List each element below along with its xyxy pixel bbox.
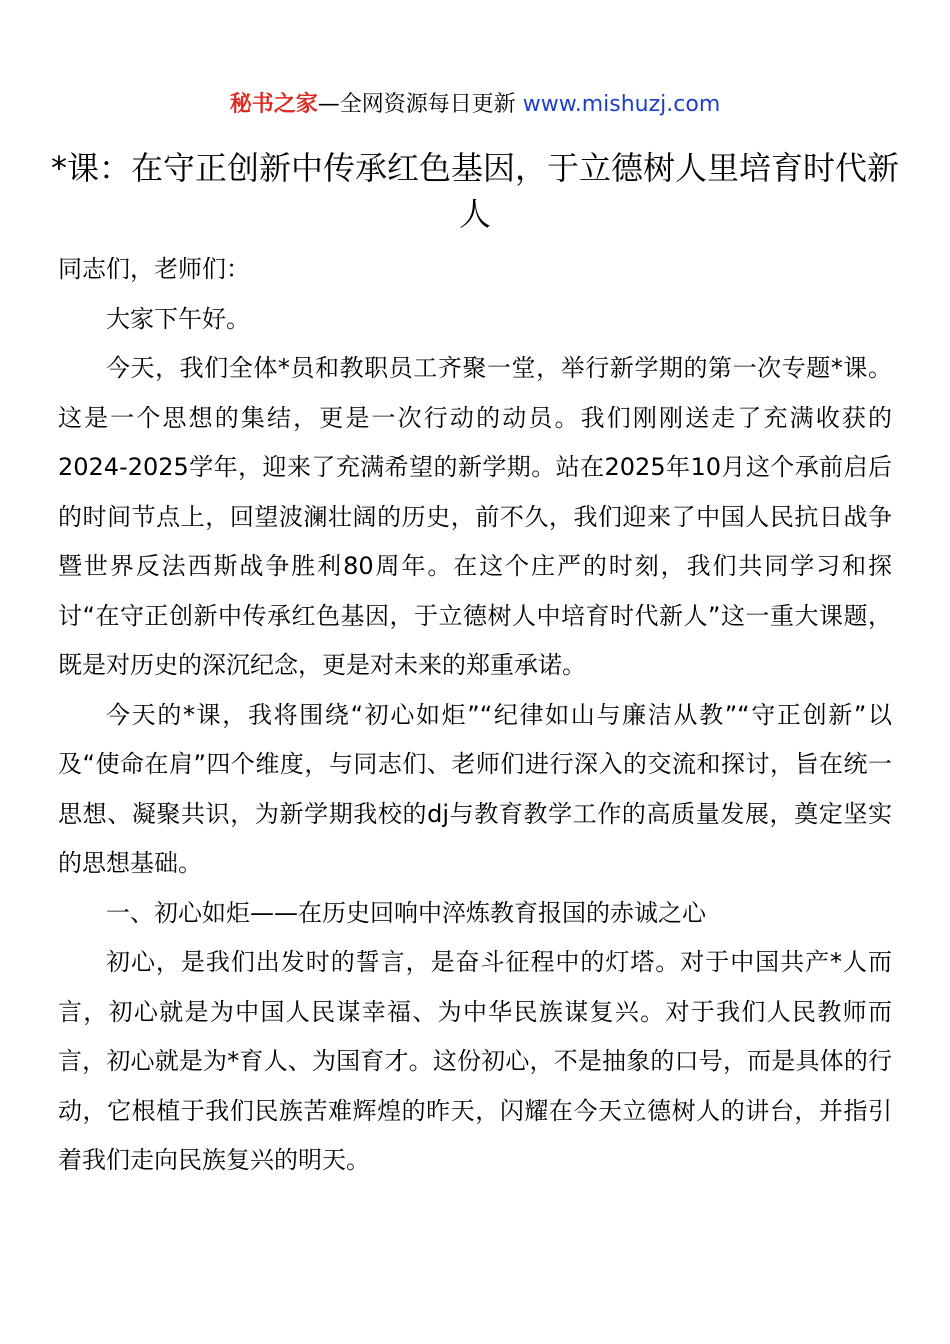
outline-paragraph: 今天的*课，我将围绕“初心如炬”“纪律如山与廉洁从教”“守正创新”以及“使命在肩”四个维度，与同志们、老师们进行深入的交流和探讨，旨在统一思想、凝聚共识，为新学期我校的dj与教育教学工作的高质量发展，奠定坚实的思想基础。 [58,700,892,877]
greeting-paragraph: 大家下午好。 [106,304,250,333]
site-tagline: —全网资源每日更新 [317,92,523,117]
document-body [58,245,892,1186]
salutation: 同志们，老师们： [58,255,250,283]
section-heading: 一、初心如炬——在历史回响中淬炼教育报国的赤诚之心 [106,898,706,927]
site-url-link[interactable]: www.mishuzj.com [522,92,721,117]
intro-paragraph: 今天，我们全体*员和教职员工齐聚一堂，举行新学期的第一次专题*课。这是一个思想的集结，更是一次行动的动员。我们刚刚送走了充满收获的2024-2025学年，迎来了充满希望的新学期。站在2025年10月这个承前启后的时间节点上，回望波澜壮阔的历史，前不久，我们迎来了中国人民抗日战争暨世界反法西斯战争胜利80周年。在这个庄严的时刻，我们共同学习和探讨“在守正创新中传承红色基因，于立德树人中培育时代新人”这一重大课题，既是对历史的深沉纪念，更是对未来的郑重承诺。 [58,354,892,679]
site-brand: 秘书之家 [229,92,318,117]
site-header [0,90,950,120]
section-paragraph: 初心，是我们出发时的誓言，是奋斗征程中的灯塔。对于中国共产*人而言，初心就是为中国人民谋幸福、为中华民族谋复兴。对于我们人民教师而言，初心就是为*育人、为国育才。这份初心，不是抽象的口号，而是具体的行动，它根植于我们民族苦难辉煌的昨天，闪耀在今天立德树人的讲台，并指引着我们走向民族复兴的明天。 [58,948,892,1174]
document-title: *课：在守正创新中传承红色基因，于立德树人里培育时代新人 [50,149,899,233]
